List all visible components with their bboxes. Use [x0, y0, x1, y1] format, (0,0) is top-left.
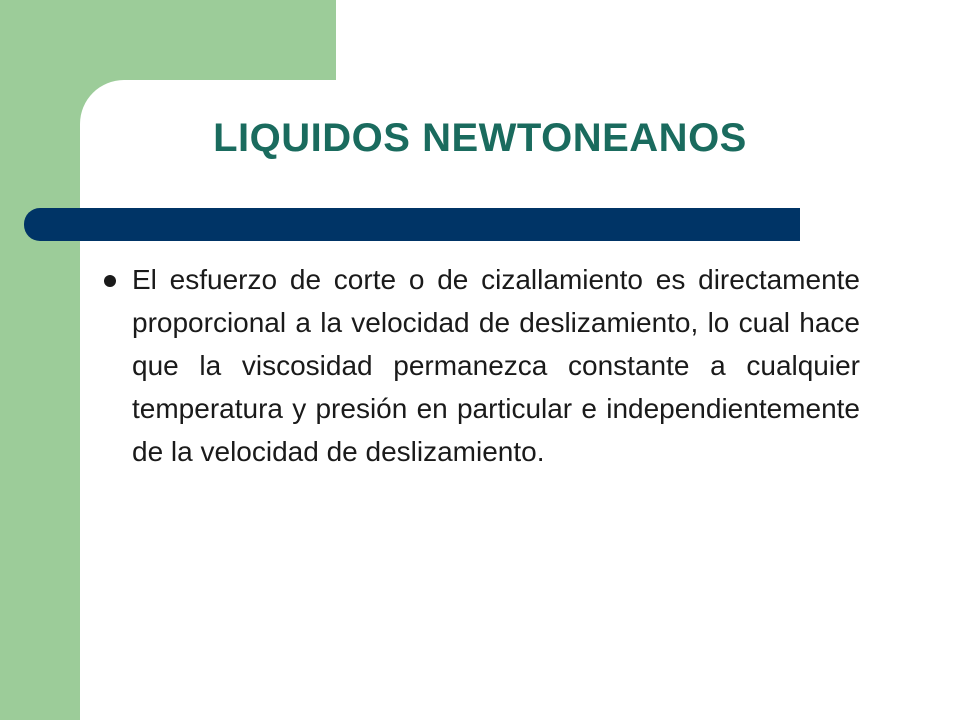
slide-title: LIQUIDOS NEWTONEANOS: [213, 116, 747, 160]
bullet-list: [104, 258, 860, 473]
bullet-text: El esfuerzo de corte o de cizallamiento es directamente proporcional a la velocidad de deslizamiento, lo cual hace que la viscosidad permanezca constante a cualquier temperatura y presión en particular e independientemente de la velocidad de deslizamiento.: [132, 264, 860, 467]
title-underline-bar: [24, 208, 800, 241]
bullet-item: [104, 258, 860, 473]
bullet-dot-icon: [104, 275, 116, 287]
